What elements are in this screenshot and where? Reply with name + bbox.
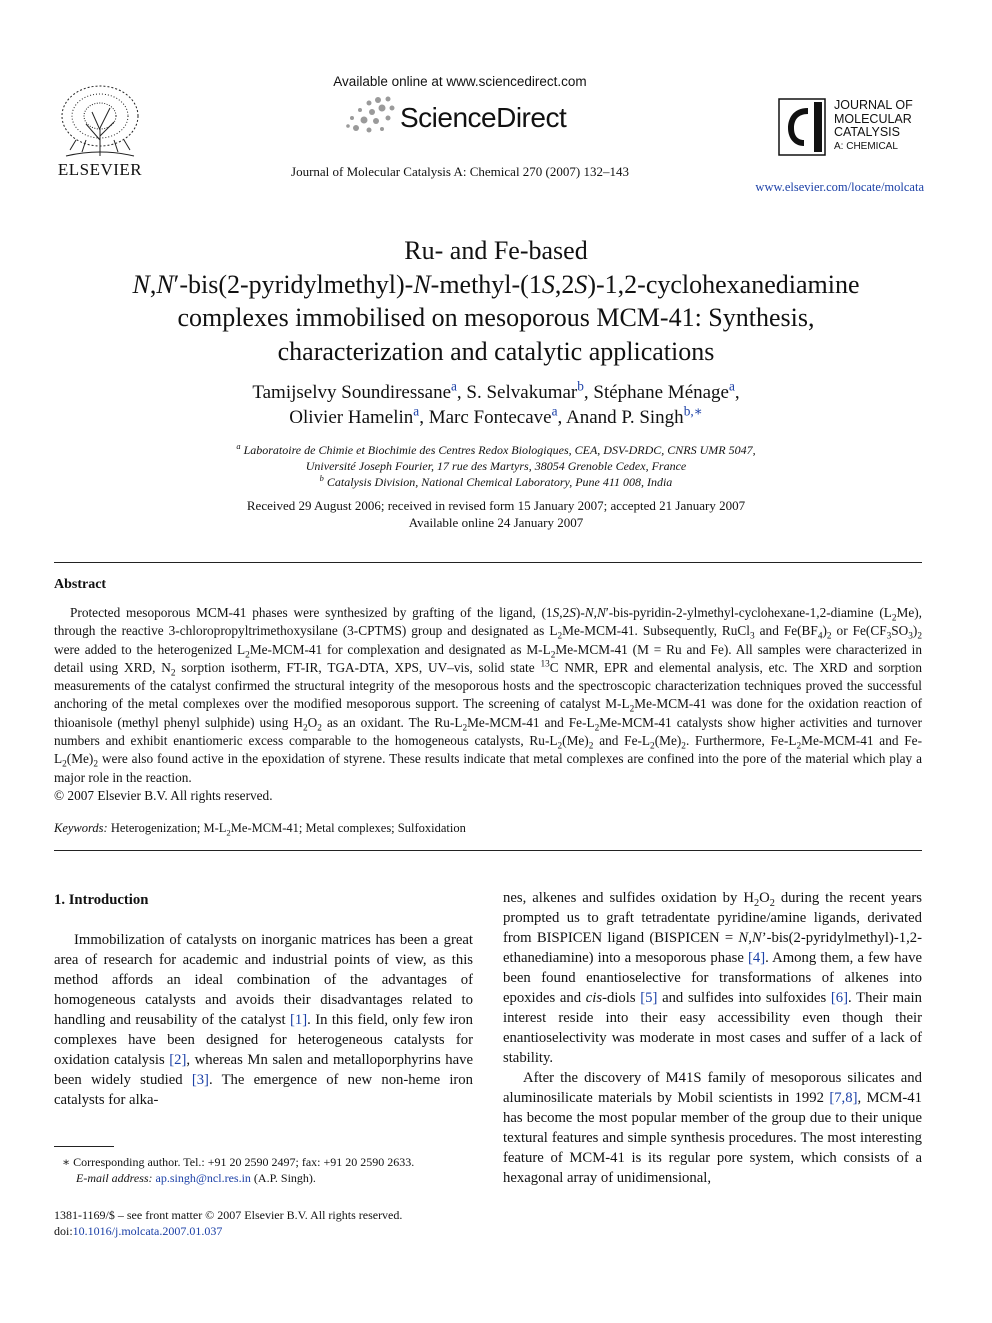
title-line <box>60 268 932 302</box>
body-italic: N <box>751 930 762 946</box>
affiliation-marker[interactable]: a <box>413 403 420 419</box>
available-online-text: Available online at www.sciencedirect.com <box>333 74 587 89</box>
affiliation-text: Catalysis Division, National Chemical Laboratory, Pune 411 008, India <box>326 475 673 489</box>
affiliation-marker[interactable]: a <box>729 378 735 394</box>
divider <box>54 850 922 851</box>
author-name: Tamijselvy Soundiressane <box>252 382 452 403</box>
title-text: , <box>149 269 157 299</box>
affiliation-a-cont: Université Joseph Fourier, 17 rue des Martyrs, 38054 Grenoble Cedex, France <box>305 459 687 473</box>
elsevier-wordmark: ELSEVIER <box>57 160 143 179</box>
body-text: After the discovery of M41S family of mesoporous silicates and aluminosilicate materials by Mobil scientists in 1992 <box>503 1070 922 1106</box>
issn-line: 1381-1169/$ – see front matter © 2007 Elsevier B.V. All rights reserved. <box>54 1208 403 1222</box>
abstract-heading: Abstract <box>54 577 107 592</box>
subscript: 3 <box>886 631 892 642</box>
journal-logo-line: MOLECULAR <box>834 111 912 126</box>
footnote-divider <box>54 1146 114 1147</box>
journal-logo-line: A: CHEMICAL <box>834 140 898 152</box>
reference-link[interactable]: [6] <box>830 990 849 1006</box>
abstract-text: ′-bis-pyridin-2-ylmethyl-cyclohexane-1,2-diamine (L <box>605 605 892 620</box>
abstract-text: (Me) <box>654 733 682 749</box>
title-italic: N <box>156 269 174 299</box>
affiliation-b <box>60 474 932 490</box>
abstract-text: Me-MCM-41 catalysts show higher activities and turnover numbers and exhibit enantiomeric excess comparable to the homogeneous catalysts, Ru-L <box>54 714 922 749</box>
body-text: -diols <box>602 990 641 1006</box>
subscript: 2 <box>917 631 922 642</box>
affiliation-marker[interactable]: b <box>577 378 584 394</box>
body-text: nes, alkenes and sulfides oxidation by H <box>503 890 754 906</box>
abstract-text: C NMR, EPR and elemental analysis, etc. The XRD and sorption measurements of the catalyst confirmed the structural integrity of the mesoporous hosts and the spectroscopic characterization techniques proved the successful anchoring of the metal complexes over the modified mesoporous support. The screening of catalyst M-L <box>54 659 922 712</box>
abstract-text: were also found active in the epoxidation of styrene. These results indicate that metal complexes are confined into the pore of the material which play a major role in the reaction. <box>54 751 922 785</box>
abstract-text: Me), through the reactive 3-chloropropyltrimethoxysilane (3-CPTMS) group and designated as L <box>54 605 923 639</box>
reference-link[interactable]: [3] <box>191 1072 209 1088</box>
subscript: 2 <box>826 631 832 642</box>
author-list <box>60 380 932 430</box>
keywords-label: Keywords: <box>54 821 108 835</box>
affiliation-marker[interactable]: b,∗ <box>683 403 703 419</box>
subscript: 2 <box>550 650 556 661</box>
subscript: 2 <box>594 723 600 734</box>
body-text: , <box>748 930 752 946</box>
title-text: )-1,2-cyclohexanediamine <box>587 269 860 299</box>
subscript: 2 <box>462 723 468 734</box>
keywords <box>54 821 922 836</box>
abstract-italic: N <box>584 605 594 620</box>
journal-logo-icon <box>778 98 826 156</box>
abstract-text: ) <box>912 623 918 639</box>
footnote-text: (A.P. Singh). <box>250 1171 316 1185</box>
abstract-italic: S <box>569 605 576 620</box>
email-link[interactable]: ap.singh@ncl.res.in <box>155 1171 251 1185</box>
abstract-text: or Fe(CF <box>831 623 887 639</box>
body-italic: N <box>738 930 749 946</box>
author-name: , S. Selvakumar <box>456 382 578 403</box>
abstract-text: Me-MCM-41 (M = Ru and Fe). All samples were characterized in detail using XRD, N <box>54 641 923 675</box>
abstract-text: were added to the heterogenized L <box>54 641 246 657</box>
doi-label: doi: <box>54 1224 73 1238</box>
subscript: 2 <box>588 741 594 752</box>
abstract-text: sorption isotherm, FT-IR, TGA-DTA, XPS, UV–vis, solid state <box>175 659 541 675</box>
body-text: and sulfides into sulfoxides <box>657 990 831 1006</box>
body-column-left <box>54 888 473 1110</box>
body-text: ’-bis(2-pyridylmethyl)-1,2-ethanediamine) into a mesoporous phase <box>503 930 922 966</box>
affiliation-text: Laboratoire de Chimie et Biochimie des Centres Redox Biologiques, CEA, DSV-DRDC, CNRS UMR 5047, <box>243 443 756 457</box>
abstract-text: Me-MCM-41 and Fe-L <box>467 714 595 730</box>
abstract-text: . Furthermore, Fe-L <box>685 733 797 749</box>
body-text: Immobilization of catalysts on inorganic matrices has been a great area of research for academic and industrial points of view, as this method affords an ideal combination of the advantages of homogeneous catalysts and avoids their disadvantages related to handling and reusability of the catalyst <box>54 932 473 1028</box>
footnote-line <box>54 1170 473 1186</box>
body-paragraph <box>503 888 922 1068</box>
affiliation-marker[interactable]: a <box>451 378 457 394</box>
abstract-text: and Fe(BF <box>754 623 818 639</box>
abstract-text: and Fe-L <box>593 733 651 749</box>
abstract-text: , <box>593 605 597 620</box>
body-column-right <box>503 888 922 1188</box>
body-text: , MCM-41 has become the most popular member of the group due to their unique textural features and simple synthesis procedures. The most interesting feature of MCM-41 is its regular pore system, which consists of a hexagonal array of unidimensional, <box>503 1090 922 1186</box>
body-text: . Among them, a few have been found enantioselective for transformations of alkenes into epoxides and <box>503 950 922 1006</box>
affiliation-marker[interactable]: a <box>551 403 558 419</box>
abstract-text: as an oxidant. The Ru-L <box>321 714 463 730</box>
subscript: 2 <box>557 741 563 752</box>
abstract-body <box>54 604 922 805</box>
title-text: ,2 <box>554 269 575 299</box>
abstract-italic: N <box>596 605 606 620</box>
subscript: 2 <box>796 741 802 752</box>
title-line: complexes immobilised on mesoporous MCM-41: Synthesis, <box>177 303 815 332</box>
body-text: during the recent years prompted us to graft tetradentate pyridine/amine ligands, derivated from BISPICEN ligand (BISPICEN = <box>503 890 922 946</box>
journal-citation: Journal of Molecular Catalysis A: Chemical 270 (2007) 132–143 <box>291 164 629 179</box>
subscript: 2 <box>317 723 322 734</box>
abstract-text: ,2 <box>559 605 570 620</box>
body-paragraph <box>54 930 473 1110</box>
abstract-text: Me-MCM-41 for complexation and designated as M-L <box>249 641 551 657</box>
abstract-text: Me-MCM-41 and Fe-L <box>54 733 923 767</box>
corresponding-author-footnote <box>54 1154 473 1186</box>
subscript: 2 <box>226 827 231 838</box>
subscript: 2 <box>650 741 655 752</box>
subscript: 2 <box>170 668 176 679</box>
author-name: , Stéphane Ménage <box>583 382 729 403</box>
article-title <box>60 234 932 368</box>
abstract-italic: S <box>552 605 560 620</box>
affiliation-mark: a <box>236 442 241 451</box>
keywords-text: Heterogenization; M-L <box>107 821 227 835</box>
abstract-text: O <box>307 714 318 730</box>
title-line: Ru- and Fe-based <box>404 236 588 265</box>
affiliation-mark: b <box>319 474 324 483</box>
subscript: 2 <box>681 741 686 752</box>
abstract-text: ) <box>822 623 827 639</box>
author-line <box>60 380 932 405</box>
copyright-notice: © 2007 Elsevier B.V. All rights reserved. <box>54 787 273 803</box>
reference-link[interactable]: [7,8] <box>829 1090 858 1106</box>
title-line: characterization and catalytic applications <box>277 336 715 366</box>
subscript: 2 <box>62 760 67 771</box>
journal-logo-line: JOURNAL OF <box>834 98 913 112</box>
received-dates: Received 29 August 2006; received in revised form 15 January 2007; accepted 21 January 2007 <box>246 498 746 513</box>
title-italic: N <box>132 269 150 299</box>
author-name: Olivier Hamelin <box>289 407 414 428</box>
subscript: 4 <box>817 631 823 642</box>
subscript: 2 <box>557 631 563 642</box>
reference-link[interactable]: [1] <box>290 1012 308 1028</box>
footnote-line <box>54 1154 473 1170</box>
body-text: . Their main interest reside into their easy accessibility even though their enantioselectivity was moderate in most cases and suffer of a lack of stability. <box>503 990 922 1066</box>
journal-url-link[interactable]: www.elsevier.com/locate/molcata <box>755 180 924 194</box>
doi-link[interactable]: 10.1016/j.molcata.2007.01.037 <box>72 1224 223 1238</box>
body-text: . In this field, only few iron complexes have been designed for heterogeneous catalysts for oxidation catalysis <box>54 1012 473 1068</box>
journal-logo-line: CATALYSIS <box>834 125 900 139</box>
author-separator: , <box>734 382 740 403</box>
subscript: 2 <box>753 897 760 909</box>
sciencedirect-wordmark: ScienceDirect <box>400 102 567 133</box>
abstract-text: (Me) <box>66 751 94 767</box>
subscript: 3 <box>750 631 755 642</box>
reference-link[interactable]: [5] <box>640 990 658 1006</box>
article-dates <box>60 497 932 531</box>
abstract-text: SO <box>891 623 909 639</box>
title-italic: S <box>574 269 588 299</box>
email-label: E-mail address: <box>76 1171 153 1185</box>
abstract-text: Me-MCM-41. Subsequently, RuCl <box>562 623 750 639</box>
body-text: . The emergence of new non-heme iron catalysts for alka- <box>54 1072 473 1108</box>
abstract-text: Protected mesoporous MCM-41 phases were synthesized by grafting of the ligand, (1 <box>70 605 553 620</box>
subscript: 2 <box>303 723 308 734</box>
subscript: 2 <box>891 613 897 624</box>
available-online-date: Available online 24 January 2007 <box>408 515 584 530</box>
subscript: 2 <box>93 760 99 771</box>
footnote-marker: ∗ <box>62 1155 71 1169</box>
publication-info <box>54 1207 473 1239</box>
body-paragraph <box>503 1068 922 1188</box>
abstract-text: Me-MCM-41 was done for the oxidation reaction of thioanisole (methyl phenyl sulphide) using H <box>54 696 922 730</box>
keywords-text: Me-MCM-41; Metal complexes; Sulfoxidation <box>230 821 466 835</box>
body-italic: cis <box>585 990 603 1006</box>
affiliation-a <box>60 442 932 458</box>
divider <box>54 562 922 563</box>
reference-link[interactable]: [2] <box>169 1052 187 1068</box>
subscript: 2 <box>769 897 775 909</box>
affiliations <box>60 442 932 490</box>
footnote-text: Corresponding author. Tel.: +91 20 2590 2497; fax: +91 20 2590 2633. <box>70 1155 415 1169</box>
subscript: 3 <box>908 631 913 642</box>
body-text: O <box>759 890 770 906</box>
title-text: ′-bis(2-pyridylmethyl)- <box>173 269 414 299</box>
author-line <box>60 405 932 430</box>
title-italic: N <box>413 269 431 299</box>
subscript: 2 <box>629 705 635 716</box>
author-name: , Anand P. Singh <box>557 407 684 428</box>
journal-logo-text <box>834 99 913 153</box>
title-text: -methyl-(1 <box>430 269 542 299</box>
subscript: 2 <box>245 650 250 661</box>
reference-link[interactable]: [4] <box>747 950 766 966</box>
section-heading: 1. Introduction <box>54 892 149 908</box>
abstract-text: (Me) <box>562 733 589 749</box>
doi-line <box>54 1223 473 1239</box>
superscript: 13 <box>540 659 550 670</box>
title-italic: S <box>541 269 555 299</box>
body-text: , whereas Mn salen and metalloporphyrins have been widely studied <box>54 1052 473 1088</box>
abstract-text: )- <box>575 605 585 620</box>
sciencedirect-dots-icon <box>342 94 398 138</box>
author-name: , Marc Fontecave <box>419 407 552 428</box>
